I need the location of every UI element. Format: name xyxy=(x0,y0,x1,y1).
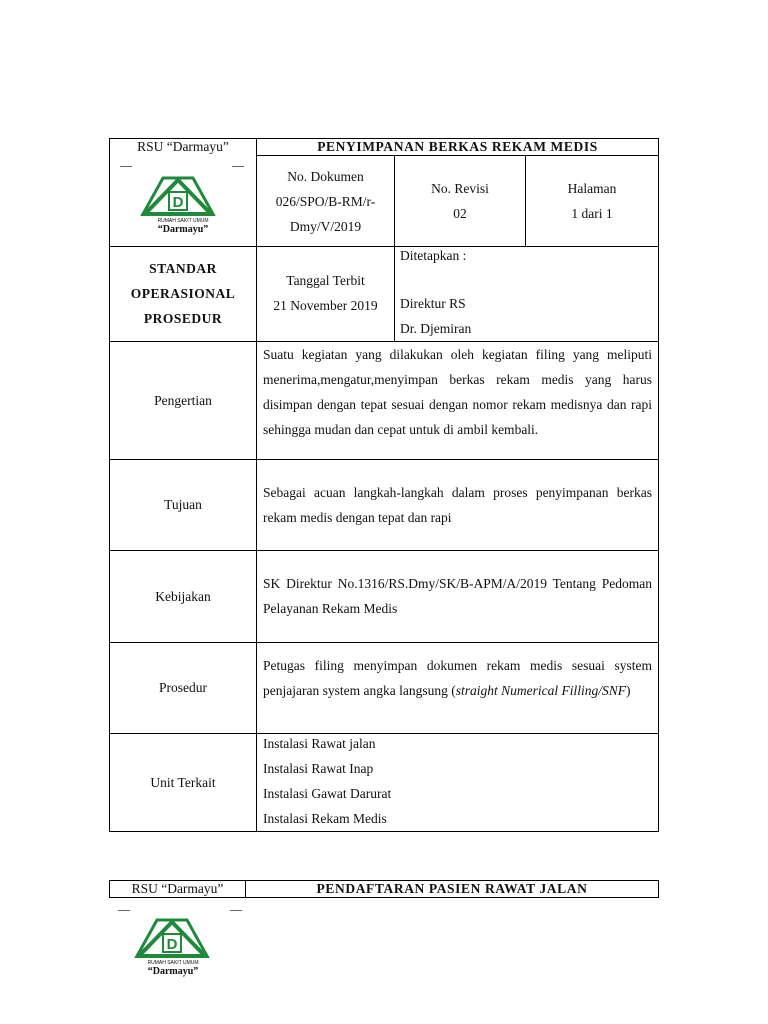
logo-cell xyxy=(110,156,257,247)
document-title-cell-2 xyxy=(246,881,659,898)
svg-text:D: D xyxy=(166,936,178,953)
direktur-name: Dr. Djemiran xyxy=(400,321,472,336)
logo-triangle-icon xyxy=(121,918,233,990)
tanggal-label: Tanggal Terbit xyxy=(286,273,365,288)
sop-table xyxy=(109,138,659,832)
tujuan-text: Sebagai acuan langkah-langkah dalam proses penyimpanan berkas rekam medis dengan tepat dan rapi xyxy=(263,485,653,525)
tanggal-terbit-cell xyxy=(257,247,395,342)
direktur-label: Direktur RS xyxy=(400,296,466,311)
halaman-value: 1 dari 1 xyxy=(571,206,613,221)
sop-line-1: STANDAR xyxy=(149,261,217,276)
document-title-2: PENDAFTARAN PASIEN RAWAT JALAN xyxy=(316,881,588,896)
no-revisi-cell xyxy=(395,156,526,247)
kebijakan-text: SK Direktur No.1316/RS.Dmy/SK/B-APM/A/2019 Tentang Pedoman Pelayanan Rekam Medis xyxy=(263,576,653,616)
document-title-cell xyxy=(257,139,659,156)
unit-item: Instalasi Rawat Inap xyxy=(263,761,374,776)
halaman-cell xyxy=(526,156,659,247)
prosedur-label-cell xyxy=(110,643,257,734)
pengertian-label-cell xyxy=(110,342,257,460)
no-revisi-label: No. Revisi xyxy=(431,181,489,196)
dash-mark xyxy=(232,166,244,167)
tanggal-value: 21 November 2019 xyxy=(273,298,378,313)
sop-line-3: PROSEDUR xyxy=(143,311,223,326)
prosedur-text xyxy=(257,643,658,703)
prosedur-text-cell xyxy=(257,643,659,734)
tujuan-label: Tujuan xyxy=(164,497,202,512)
no-dokumen-label: No. Dokumen xyxy=(287,169,364,184)
document-title: PENYIMPANAN BERKAS REKAM MEDIS xyxy=(317,139,598,154)
unit-label: Unit Terkait xyxy=(150,774,216,790)
logo-caption: RUMAH SAKIT UMUM xyxy=(157,217,209,224)
logo-triangle-icon xyxy=(127,176,239,248)
no-dokumen-value-1: 026/SPO/B-RM/r- xyxy=(275,194,376,209)
prosedur-label: Prosedur xyxy=(159,680,207,695)
kebijakan-text-cell xyxy=(257,551,659,643)
kebijakan-label: Kebijakan xyxy=(155,588,211,604)
tujuan-text-cell xyxy=(257,460,659,551)
unit-item: Instalasi Gawat Darurat xyxy=(263,786,392,801)
hospital-name-cell-2 xyxy=(110,881,246,898)
dash-mark xyxy=(230,910,242,911)
tujuan-label-cell xyxy=(110,460,257,551)
unit-item: Instalasi Rawat jalan xyxy=(263,736,376,751)
ditetapkan-cell xyxy=(395,247,659,342)
pengertian-text-cell xyxy=(257,342,659,460)
halaman-label: Halaman xyxy=(567,181,617,196)
sop-line-2: OPERASIONAL xyxy=(130,286,236,301)
pengertian-label: Pengertian xyxy=(154,392,212,408)
dash-mark xyxy=(120,166,132,167)
no-dokumen-value-2: Dmy/V/2019 xyxy=(289,219,362,234)
hospital-name-cell xyxy=(110,139,257,156)
no-dokumen-cell xyxy=(257,156,395,247)
hospital-name-2: RSU “Darmayu” xyxy=(131,881,224,896)
ditetapkan-label: Ditetapkan : xyxy=(400,248,467,263)
logo-name: “Darmayu” xyxy=(157,223,209,235)
prosedur-text-italic: straight Numerical Filling/SNF xyxy=(455,683,626,698)
sop-label-cell xyxy=(110,247,257,342)
kebijakan-label-cell xyxy=(110,551,257,643)
hospital-logo-2 xyxy=(121,918,233,994)
unit-list-cell xyxy=(257,734,659,832)
prosedur-text-main: Petugas filing menyimpan dokumen rekam medis sesuai system penjajaran system angka langsung ( xyxy=(263,658,653,698)
unit-label-cell xyxy=(110,734,257,832)
logo-name-2: “Darmayu” xyxy=(147,966,199,977)
unit-item: Instalasi Rekam Medis xyxy=(263,811,387,826)
dash-mark xyxy=(118,910,130,911)
svg-text:D: D xyxy=(172,193,184,211)
prosedur-text-end: ) xyxy=(625,683,631,698)
pengertian-text: Suatu kegiatan yang dilakukan oleh kegiatan filing yang meliputi menerima,mengatur,menyimpan berkas rekam medis yang harus disimpan dengan tepat sesuai dengan nomor rekam medisnya dan rapi sehingga mudan dan cepat untuk di ambil kembali. xyxy=(263,347,653,437)
hospital-name: RSU “Darmayu” xyxy=(137,139,229,154)
no-revisi-value: 02 xyxy=(453,206,467,221)
hospital-logo xyxy=(127,176,239,252)
sop-table-2 xyxy=(109,880,659,898)
logo-caption-2: RUMAH SAKIT UMUM xyxy=(147,960,199,966)
